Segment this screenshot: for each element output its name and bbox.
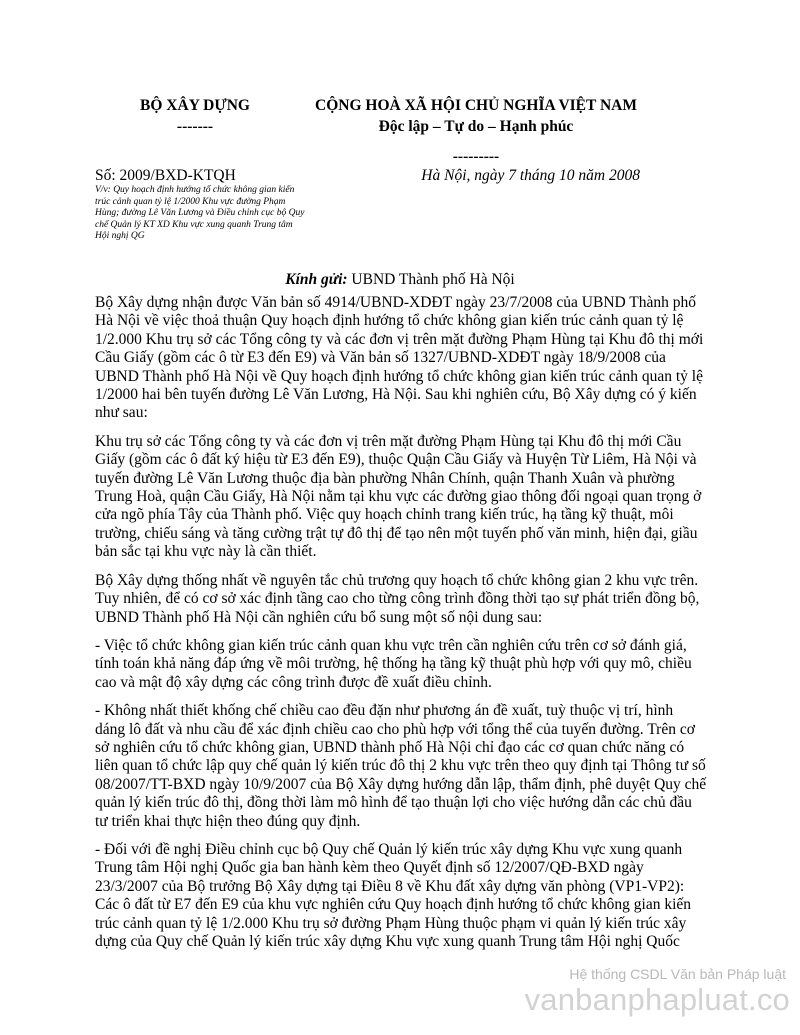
document-subject: V/v: Quy hoạch định hướng tổ chức không gian kiến trúc cảnh quan tỷ lệ 1/2000 Khu vực đường Phạm Hùng; đường Lê Văn Lương và Điều chỉnh cục bộ Quy chế Quản lý KT XD Khu vực xung quanh Trung tâm Hội nghị QG <box>95 185 305 242</box>
watermark-caption: Hệ thống CSDL Văn bản Pháp luật <box>569 966 786 982</box>
body-paragraph: Bộ Xây dựng thống nhất về nguyên tắc chủ trương quy hoạch tổ chức không gian 2 khu vực trên. Tuy nhiên, để có cơ sở xác định tầng cao cho từng công trình đồng thời tạo sự phát triển đồng bộ, UBND Thành phố Hà Nội cần nghiên cứu bổ sung một số nội dung sau: <box>95 571 700 626</box>
national-motto: Độc lập – Tự do – Hạnh phúc <box>378 118 574 135</box>
document-number: Số: 2009/BXD-KTQH <box>95 167 236 184</box>
body-paragraph: Bộ Xây dựng nhận được Văn bản số 4914/UBND-XDĐT ngày 23/7/2008 của UBND Thành phố Hà Nội về việc thoả thuận Quy hoạch định hướng tổ chức không gian kiến trúc cảnh quan tỷ lệ 1/2.000 Khu trụ sở các Tổng công ty và các đơn vị trên mặt đường Phạm Hùng tại Khu đô thị mới Cầu Giấy (gồm các ô từ E3 đến E9) và Văn bản số 1327/UBND-XDĐT ngày 18/9/2008 của UBND Thành phố Hà Nội về Quy hoạch định hướng tổ chức không gian kiến trúc cảnh quan tỷ lệ 1/2000 hai bên tuyến đường Lê Văn Lương, Hà Nội. Sau khi nghiên cứu, Bộ Xây dựng có ý kiến như sau: <box>95 294 704 422</box>
ministry-separator: ------- <box>176 118 214 135</box>
motto-separator: --------- <box>452 148 500 165</box>
ministry-name: BỘ XÂY DỰNG <box>140 97 250 114</box>
national-header <box>296 95 656 137</box>
body-paragraph: - Việc tổ chức không gian kiến trúc cảnh quan khu vực trên cần nghiên cứu trên cơ sở đánh giá, tính toán khả năng đáp ứng về môi trường, hệ thống hạ tầng kỹ thuật phù hợp với quy mô, chiều cao và mật độ xây dựng các công trình được đề xuất điều chỉnh. <box>95 636 692 691</box>
recipient-label: Kính gửi: <box>285 271 348 288</box>
country-name: CỘNG HOÀ XÃ HỘI CHỦ NGHĨA VIỆT NAM <box>315 97 637 114</box>
recipient-line <box>95 271 705 289</box>
document-body <box>95 294 707 961</box>
body-paragraph: - Đối với đề nghị Điều chỉnh cục bộ Quy chế Quản lý kiến trúc xây dựng Khu vực xung quanh Trung tâm Hội nghị Quốc gia ban hành kèm theo Quyết định số 12/2007/QĐ-BXD ngày 23/3/2007 của Bộ trưởng Bộ Xây dựng tại Điều 8 về Khu đất xây dựng văn phòng (VP1-VP2): Các ô đất từ E7 đến E9 của khu vực nghiên cứu Quy hoạch định hướng tổ chức không gian kiến trúc cảnh quan tỷ lệ 1/2.000 Khu trụ sở đường Phạm Hùng thuộc phạm vi quản lý kiến trúc xây dựng của Quy chế Quản lý kiến trúc xây dựng Khu vực xung quanh Trung tâm Hội nghị Quốc <box>95 840 692 950</box>
place-date: Hà Nội, ngày 7 tháng 10 năm 2008 <box>421 167 640 184</box>
watermark-site: vanbanphapluat.co <box>524 982 790 1017</box>
recipient-name: UBND Thành phố Hà Nội <box>347 271 515 288</box>
body-paragraph: Khu trụ sở các Tổng công ty và các đơn vị trên mặt đường Phạm Hùng tại Khu đô thị mới Cầu Giấy (gồm các ô đất ký hiệu từ E3 đến E9), thuộc Quận Cầu Giấy và Huyện Từ Liêm, Hà Nội và tuyến đường Lê Văn Lương thuộc địa bàn phường Nhân Chính, quận Thanh Xuân và phường Trung Hoà, quận Cầu Giấy, Hà Nội nằm tại khu vực các đường giao thông đối ngoại quan trọng ở cửa ngõ phía Tây của Thành phố. Việc quy hoạch chỉnh trang kiến trúc, hạ tầng kỹ thuật, môi trường, chiếu sáng và tăng cường trật tự đô thị để tạo nên một tuyến phố văn minh, hiện đại, giầu bản sắc tại khu vực này là cần thiết. <box>95 432 702 561</box>
ministry-header <box>110 95 280 137</box>
body-paragraph: - Không nhất thiết khống chế chiều cao đều đặn như phương án đề xuất, tuỳ thuộc vị trí, hình dáng lô đất và nhu cầu để xác định chiều cao cho phù hợp với tổng thể của tuyến đường. Trên cơ sở nghiên cứu tổ chức không gian, UBND thành phố Hà Nội chỉ đạo các cơ quan chức năng có liên quan tổ chức lập quy chế quản lý kiến trúc đô thị 2 khu vực trên theo quy định tại Thông tư số 08/2007/TT-BXD ngày 10/9/2007 của Bộ Xây dựng hướng dẫn lập, thẩm định, phê duyệt Quy chế quản lý kiến trúc đô thị, đồng thời làm mô hình để tạo thuận lợi cho việc hướng dẫn các chủ đầu tư triển khai thực hiện theo đúng quy định. <box>95 702 707 830</box>
